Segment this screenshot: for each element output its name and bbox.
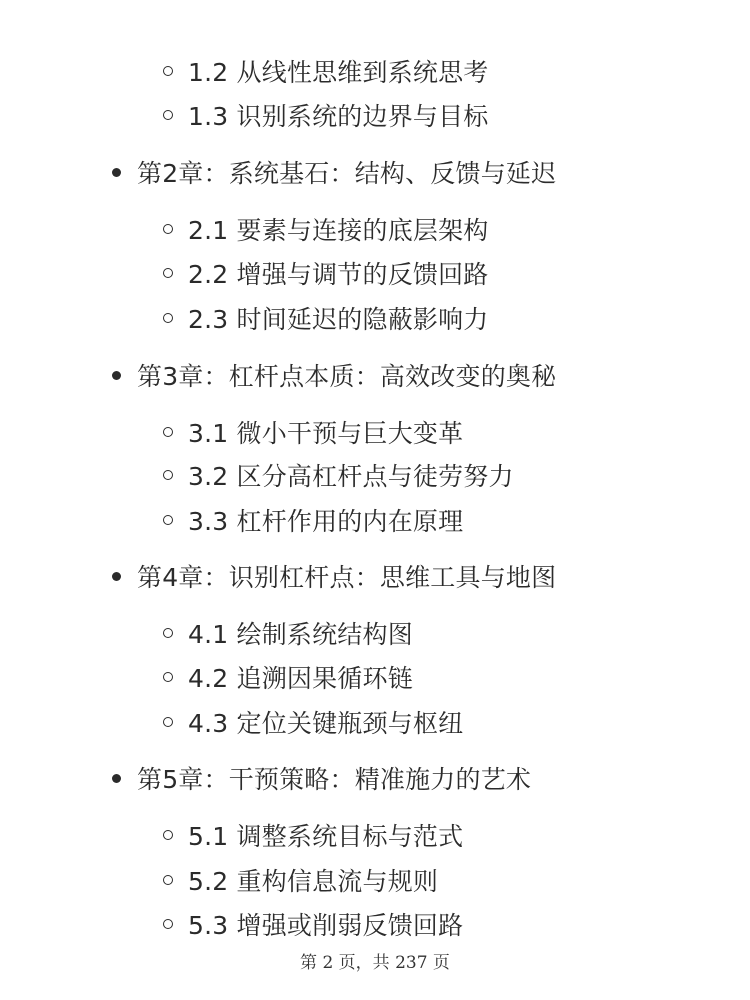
toc-entry-text: 1.3 识别系统的边界与目标	[188, 102, 489, 131]
toc-chapter-5	[112, 758, 531, 798]
toc-entry-text: 4.3 定位关键瓶颈与枢纽	[188, 709, 464, 738]
toc-section-4-2	[163, 657, 413, 697]
hollow-circle-bullet-icon	[163, 313, 173, 323]
toc-entry-text: 5.2 重构信息流与规则	[188, 867, 439, 896]
toc-entry-text: 2.1 要素与连接的底层架构	[188, 216, 489, 245]
toc-entry-text: 5.3 增强或削弱反馈回路	[188, 911, 464, 940]
toc-entry-text: 第3章：杠杆点本质：高效改变的奥秘	[137, 362, 557, 391]
toc-entry-text: 2.3 时间延迟的隐蔽影响力	[188, 305, 489, 334]
hollow-circle-bullet-icon	[163, 268, 173, 278]
hollow-circle-bullet-icon	[163, 224, 173, 234]
toc-section-5-3	[163, 904, 463, 944]
hollow-circle-bullet-icon	[163, 470, 173, 480]
filled-disc-bullet-icon	[112, 168, 121, 177]
toc-section-1-3	[163, 95, 489, 135]
toc-section-4-3	[163, 702, 463, 742]
toc-section-2-3	[163, 298, 489, 338]
toc-entry-text: 3.3 杠杆作用的内在原理	[188, 507, 464, 536]
hollow-circle-bullet-icon	[163, 110, 173, 120]
toc-entry-text: 2.2 增强与调节的反馈回路	[188, 260, 489, 289]
toc-entry-text: 4.2 追溯因果循环链	[188, 664, 413, 693]
toc-entry-text: 第5章：干预策略：精准施力的艺术	[137, 765, 532, 794]
toc-chapter-3	[112, 355, 556, 395]
hollow-circle-bullet-icon	[163, 672, 173, 682]
toc-chapter-2	[112, 152, 556, 192]
filled-disc-bullet-icon	[112, 371, 121, 380]
hollow-circle-bullet-icon	[163, 919, 173, 929]
toc-section-2-2	[163, 253, 489, 293]
toc-section-3-3	[163, 500, 463, 540]
toc-chapter-4	[112, 556, 556, 596]
page-number-footer: 第 2 页，共 237 页	[300, 953, 450, 973]
toc-section-3-1	[163, 412, 463, 452]
toc-section-2-1	[163, 209, 489, 249]
toc-entry-text: 5.1 调整系统目标与范式	[188, 822, 464, 851]
toc-section-4-1	[163, 613, 413, 653]
hollow-circle-bullet-icon	[163, 66, 173, 76]
toc-entry-text: 4.1 绘制系统结构图	[188, 620, 413, 649]
toc-section-5-2	[163, 860, 438, 900]
toc-section-5-1	[163, 815, 463, 855]
filled-disc-bullet-icon	[112, 774, 121, 783]
hollow-circle-bullet-icon	[163, 830, 173, 840]
hollow-circle-bullet-icon	[163, 628, 173, 638]
toc-entry-text: 第4章：识别杠杆点：思维工具与地图	[137, 563, 557, 592]
toc-entry-text: 第2章：系统基石：结构、反馈与延迟	[137, 159, 557, 188]
hollow-circle-bullet-icon	[163, 427, 173, 437]
toc-entry-text: 3.2 区分高杠杆点与徒劳努力	[188, 462, 514, 491]
hollow-circle-bullet-icon	[163, 875, 173, 885]
hollow-circle-bullet-icon	[163, 515, 173, 525]
filled-disc-bullet-icon	[112, 572, 121, 581]
toc-section-3-2	[163, 455, 514, 495]
toc-section-1-2	[163, 51, 489, 91]
hollow-circle-bullet-icon	[163, 717, 173, 727]
toc-entry-text: 3.1 微小干预与巨大变革	[188, 419, 464, 448]
toc-entry-text: 1.2 从线性思维到系统思考	[188, 58, 489, 87]
